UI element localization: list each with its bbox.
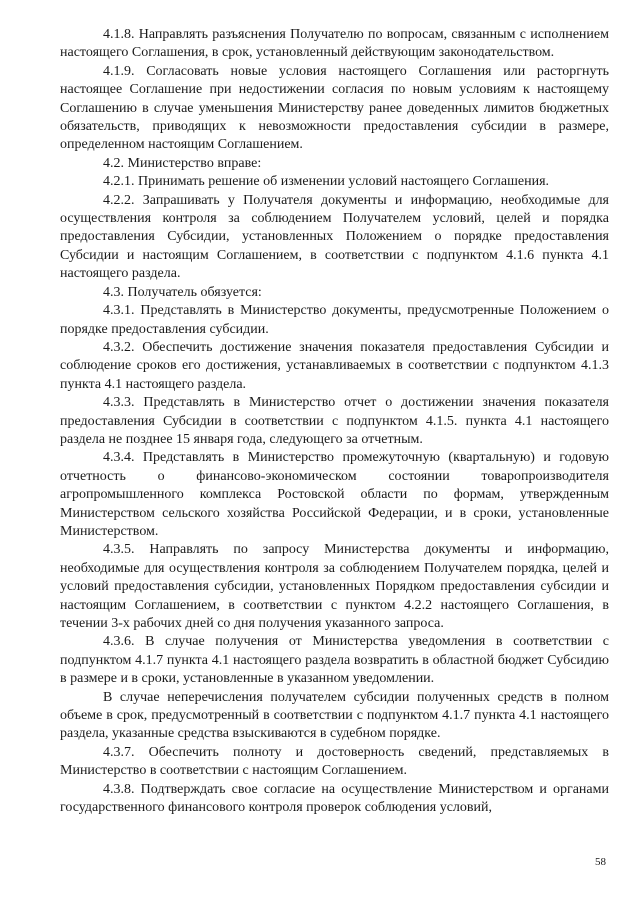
paragraph-4-3-4: 4.3.4. Представлять в Министерство промежуточную (квартальную) и годовую отчетность о финансово-экономическом состоянии товаропроизводителя агропромышленного комплекса Ростовской области по формам, утвержденным Министерством сельского хозяйства Российской Федерации, и в сроки, установленные Министерством. — [60, 450, 609, 539]
paragraph-4-3-7: 4.3.7. Обеспечить полноту и достоверность сведений, представляемых в Министерство в соответствии с настоящим Соглашением. — [60, 744, 609, 779]
page-number: 58 — [595, 856, 606, 868]
paragraph-4-2-1: 4.2.1. Принимать решение об изменении условий настоящего Соглашения. — [103, 174, 550, 190]
document-body — [60, 26, 609, 817]
paragraph-4-3: 4.3. Получатель обязуется: — [103, 284, 262, 300]
paragraph-4-3-2: 4.3.2. Обеспечить достижение значения показателя предоставления Субсидии и соблюдение сроков его достижения, устанавливаемых в соответствии с подпунктом 4.1.3 пункта 4.1 настоящего раздела. — [60, 339, 609, 392]
paragraph-4-3-3: 4.3.3. Представлять в Министерство отчет о достижении значения показателя предоставления Субсидии в соответствии с подпунктом 4.1.5. пункта 4.1 настоящего раздела не позднее 15 января года, следующего за отчетным. — [60, 395, 609, 447]
paragraph-4-3-1: 4.3.1. Представлять в Министерство документы, предусмотренные Положением о порядке предоставления субсидии. — [60, 303, 609, 337]
paragraph-4-3-8: 4.3.8. Подтверждать свое согласие на осуществление Министерством и органами государственного финансового контроля проверок соблюдения условий, — [60, 781, 609, 816]
paragraph-4-2: 4.2. Министерство вправе: — [103, 155, 262, 171]
paragraph-4-1-8: 4.1.8. Направлять разъяснения Получателю по вопросам, связанным с исполнением настоящего Соглашения, в срок, установленный действующим законодательством. — [60, 27, 609, 61]
paragraph-4-1-9: 4.1.9. Согласовать новые условия настоящего Соглашения или расторгнуть настоящее Соглашение при недостижении согласия по новым условиям к настоящему Соглашению в случае уменьшения Министерству ранее доведенных лимитов бюджетных обязательств, приводящих к невозможности предоставления субсидии в размере, определенном настоящим Соглашением. — [60, 63, 609, 153]
paragraph-4-3-6: 4.3.6. В случае получения от Министерства уведомления в соответствии с подпунктом 4.1.7 пункта 4.1 настоящего раздела возвратить в областной бюджет Субсидию в размере и в сроки, установленные в указанном уведомлении. — [60, 634, 609, 687]
paragraph-4-3-5: 4.3.5. Направлять по запросу Министерства документы и информацию, необходимые для осуществления контроля за соблюдением Получателем порядка, целей и условий предоставления субсидии, установленных Порядком предоставления субсидии и настоящим Соглашением, в соответствии с пунктом 4.2.2 настоящего Соглашения, в течении 3-х рабочих дней со дня получения указанного запроса. — [60, 542, 609, 631]
paragraph-4-2-2: 4.2.2. Запрашивать у Получателя документы и информацию, необходимые для осуществления контроля за соблюдением Получателем условий, целей и порядка предоставления Субсидии, установленных Положением о порядке предоставления Субсидии и настоящим Соглашением, в соответствии с подпунктом 4.1.6 пункта 4.1 настоящего раздела. — [60, 192, 609, 282]
paragraph-non-transfer: В случае неперечисления получателем субсидии полученных средств в полном объеме в срок, предусмотренный в соответствии с подпунктом 4.1.7 пункта 4.1 настоящего раздела, указанные средства взыскиваются в судебном порядке. — [60, 689, 609, 742]
